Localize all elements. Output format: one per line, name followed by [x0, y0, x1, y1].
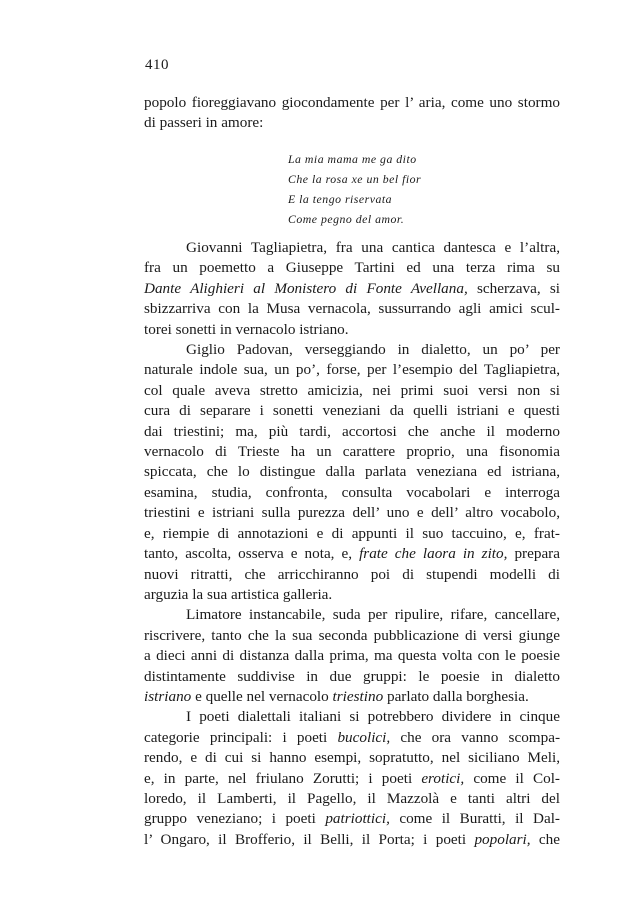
text-line: arguzia la sua artistica galleria. — [144, 585, 333, 603]
text-fragment: e quelle nel vernacolo — [191, 687, 333, 705]
text-line: Giovanni Tagliapietra, fra una cantica dantesca e l’altra, — [186, 239, 560, 256]
text-line — [144, 728, 560, 748]
italic-word: triestino — [332, 687, 384, 705]
text-fragment: tanto, ascolta, osserva e nota, e, — [144, 545, 360, 563]
text-line: distintamente suddivise in due gruppi: le poesie in dialetto — [144, 667, 560, 685]
text-line: sbizzarriva con la Musa vernacola, sussurrando agli amici scul- — [144, 300, 560, 318]
text-line — [144, 809, 560, 829]
italic-word: bucolici, — [337, 728, 391, 746]
poem-verse: E la tengo riservata — [288, 192, 393, 206]
text-line: fra un poemetto a Giuseppe Tartini ed una terza rima su — [144, 259, 560, 277]
text-fragment: che — [530, 830, 560, 848]
italic-word: popolari, — [474, 830, 531, 848]
text-line: naturale indole sua, un po’, forse, per l’esempio del Tagliapietra, — [144, 361, 560, 379]
text-line: cura di separare i sonetti veneziani da quelli istriani e questi — [144, 402, 560, 420]
italic-word: erotici, — [421, 769, 465, 787]
italic-word: patriottici, — [325, 810, 390, 828]
text-line: di passeri in amore: — [144, 114, 264, 132]
text-line: rendo, e di cui si hanno esempi, sopratutto, nel siciliano Meli, — [144, 749, 560, 767]
text-fragment: come il Col- — [464, 769, 560, 787]
text-line: riscrivere, tanto che la sua seconda pubblicazione di versi giunge — [144, 626, 560, 644]
poem-verse: Che la rosa xe un bel fior — [288, 172, 422, 186]
text-line: torei sonetti in vernacolo istriano. — [144, 320, 349, 338]
text-line — [144, 687, 560, 707]
text-line: dai triestini; ma, più tardi, accortosi che anche il moderno — [144, 422, 560, 440]
text-line: I poeti dialettali italiani si potrebbero dividere in cinque — [186, 708, 560, 726]
text-line: triestini e istriani sulla purezza dell’ uno e dell’ altro vocabolo, — [144, 504, 560, 522]
text-line: spiccata, che lo distingue dalla parlata veneziana ed istriana, — [144, 463, 560, 481]
text-line — [144, 279, 560, 299]
text-line: popolo fioreggiavano giocondamente per l’ aria, come uno stormo — [144, 94, 560, 111]
italic-title: Dante Alighieri al Monistero di Fonte Avellana, — [144, 279, 468, 297]
poem-verse: Come pegno del amor. — [288, 212, 405, 226]
text-fragment: gruppo veneziano; i poeti — [144, 810, 326, 828]
text-line: col quale aveva stretto amicizia, nei primi suoi versi non si — [144, 381, 560, 399]
poem-verse: La mia mama me ga dito — [288, 152, 417, 166]
text-line: nuovi ritratti, che arricchiranno poi di stupendi modelli di — [144, 565, 560, 583]
text-line: loredo, il Lamberti, il Pagello, il Mazzolà e tanti altri del — [144, 789, 560, 807]
text-line — [144, 544, 560, 564]
text-line: Giglio Padovan, verseggiando in dialetto, un po’ per — [186, 341, 560, 359]
main-text — [144, 238, 560, 850]
text-line: e, riempie di annotazioni e di appunti il suo taccuino, e, frat- — [144, 524, 560, 542]
text-line: a dieci anni di distanza dalla prima, ma questa volta con le poesie — [144, 647, 560, 665]
text-line: vernacolo di Trieste ha un carattere proprio, una fisonomia — [144, 443, 560, 461]
italic-phrase: frate che laora in zito, — [359, 545, 508, 563]
text-fragment: categorie principali: i poeti — [144, 728, 338, 746]
text-fragment: prepara — [507, 545, 560, 563]
text-fragment: parlato dalla borghesia. — [383, 687, 529, 705]
intro-paragraph — [144, 93, 560, 134]
text-line — [144, 769, 560, 789]
page-number: 410 — [145, 57, 169, 73]
text-fragment: che ora vanno scompa- — [390, 728, 560, 746]
dialect-poem — [288, 149, 421, 229]
text-fragment: l’ Ongaro, il Brofferio, il Belli, il Porta; i poeti — [144, 830, 475, 848]
text-line: Limatore instancabile, suda per ripulire, rifare, cancellare, — [186, 606, 560, 624]
text-fragment: scherzava, si — [467, 279, 560, 297]
text-line — [144, 830, 560, 850]
text-fragment: come il Buratti, il Dal- — [389, 810, 560, 828]
italic-word: istriano — [144, 687, 192, 705]
text-line: esamina, studia, confronta, consulta vocabolari e interroga — [144, 483, 560, 501]
text-fragment: e, in parte, nel friulano Zorutti; i poeti — [144, 769, 422, 787]
